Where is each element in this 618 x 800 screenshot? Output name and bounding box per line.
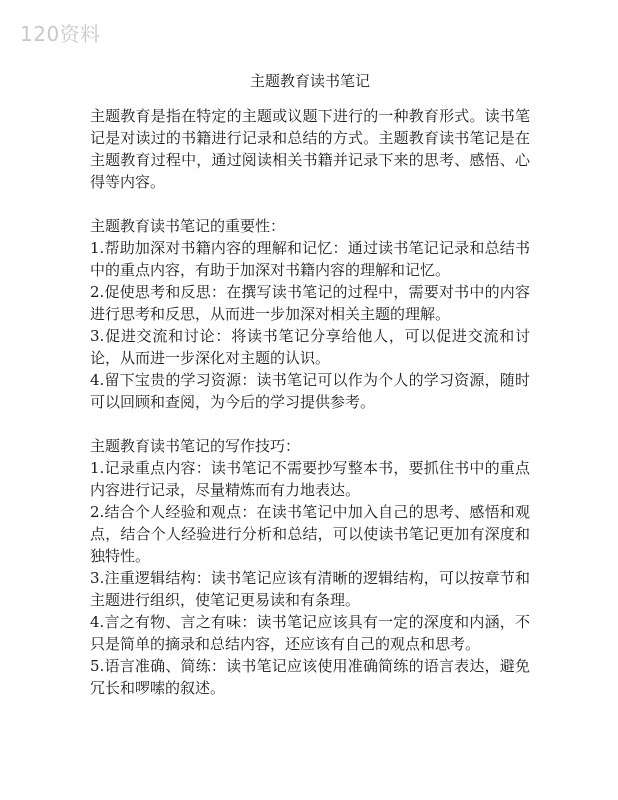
tips-heading: 主题教育读书笔记的写作技巧： [90, 437, 301, 455]
tips-item-3: 3.注重逻辑结构：读书笔记应该有清晰的逻辑结构，可以按章节和主题进行组织，使笔记更易读和有条理。 [90, 569, 530, 609]
importance-heading: 主题教育读书笔记的重要性： [90, 217, 286, 235]
importance-item-3: 3.促进交流和讨论：将读书笔记分享给他人，可以促进交流和讨论，从而进一步深化对主题的认识。 [90, 327, 530, 367]
document-page [90, 70, 530, 699]
document-title: 主题教育读书笔记 [249, 72, 370, 90]
section-spacer [90, 193, 530, 215]
tips-item-5: 5.语言准确、简练：读书笔记应该使用准确简练的语言表达，避免冗长和啰嗦的叙述。 [90, 657, 530, 697]
tips-item-4: 4.言之有物、言之有味：读书笔记应该具有一定的深度和内涵，不只是简单的摘录和总结内容，还应该有自己的观点和思考。 [90, 613, 530, 653]
importance-item-4: 4.留下宝贵的学习资源：读书笔记可以作为个人的学习资源，随时可以回顾和查阅，为今后的学习提供参考。 [90, 371, 530, 411]
section-spacer [90, 413, 530, 435]
tips-item-2: 2.结合个人经验和观点：在读书笔记中加入自己的思考、感悟和观点，结合个人经验进行分析和总结，可以使读书笔记更加有深度和独特性。 [90, 503, 530, 565]
watermark-logo: 120资料 [20, 22, 101, 46]
importance-item-2: 2.促使思考和反思：在撰写读书笔记的过程中，需要对书中的内容进行思考和反思，从而进一步加深对相关主题的理解。 [90, 283, 530, 323]
intro-paragraph: 主题教育是指在特定的主题或议题下进行的一种教育形式。读书笔记是对读过的书籍进行记录和总结的方式。主题教育读书笔记是在主题教育过程中，通过阅读相关书籍并记录下来的思考、感悟、心得等内容。 [90, 107, 530, 191]
tips-item-1: 1.记录重点内容：读书笔记不需要抄写整本书，要抓住书中的重点内容进行记录，尽量精炼而有力地表达。 [90, 459, 530, 499]
importance-item-1: 1.帮助加深对书籍内容的理解和记忆：通过读书笔记记录和总结书中的重点内容，有助于加深对书籍内容的理解和记忆。 [90, 239, 530, 279]
